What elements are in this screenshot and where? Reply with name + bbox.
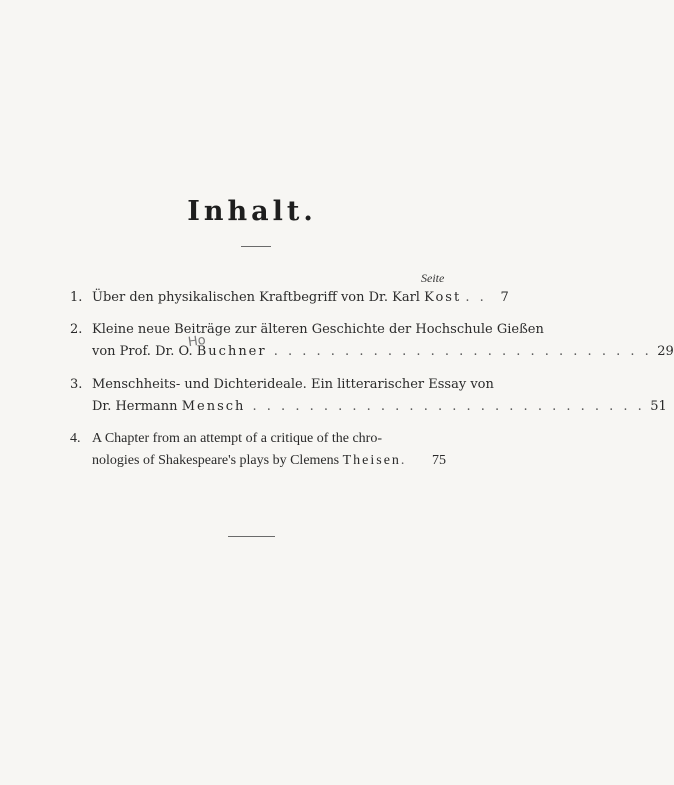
entry-title-text: Dr. Hermann [92,399,178,414]
page-title: Inhalt. [187,196,317,227]
toc-entry-3[interactable] [70,374,667,418]
entry-page-number: 75 [432,453,446,468]
toc-entry-2[interactable] [70,319,674,363]
entry-author: Kost [424,290,462,305]
toc-entry-1[interactable] [70,287,509,309]
entry-title [92,287,487,309]
entry-title-text: nologies of Shakespeare's plays by Clemens [92,453,340,468]
entry-author: Buchner [196,344,267,359]
entry-page-number: 29 [657,344,674,359]
dot-leader: . . . . . . . . . . . . . . . . . . . . . . . . . . . . [245,399,645,414]
entry-number: 2. [70,322,83,337]
bottom-divider [228,536,275,537]
entry-title-text: von Prof. Dr. O. [92,344,193,359]
entry-page-number: 7 [500,290,509,305]
entry-title-text: Menschheits- und Dichterideale. Ein litterarischer Essay von [92,377,494,392]
entry-title-text: Kleine neue Beiträge zur älteren Geschichte der Hochschule Gießen [92,322,544,337]
entry-author: Mensch [181,399,246,414]
entry-title-text: Über den physikalischen Kraftbegriff von Dr. Karl [92,290,420,305]
entry-title-text: A Chapter from an attempt of a critique of the chro- [92,431,383,446]
entry-number: 4. [70,431,81,446]
title-divider [241,246,271,247]
dot-leader: . [400,453,408,468]
dot-leader: . . . . . . . . . . . . . . . . . . . . . . . . . . . [266,344,652,359]
entry-number: 3. [70,377,83,392]
entry-number: 1. [70,290,83,305]
entry-author: Theisen [342,453,401,468]
toc-entry-4[interactable] [70,428,446,472]
dot-leader: . . [465,290,487,305]
entry-page-number: 51 [650,399,667,414]
handwritten-annotation: Ho [187,332,207,351]
page-column-header: Seite [421,271,445,285]
